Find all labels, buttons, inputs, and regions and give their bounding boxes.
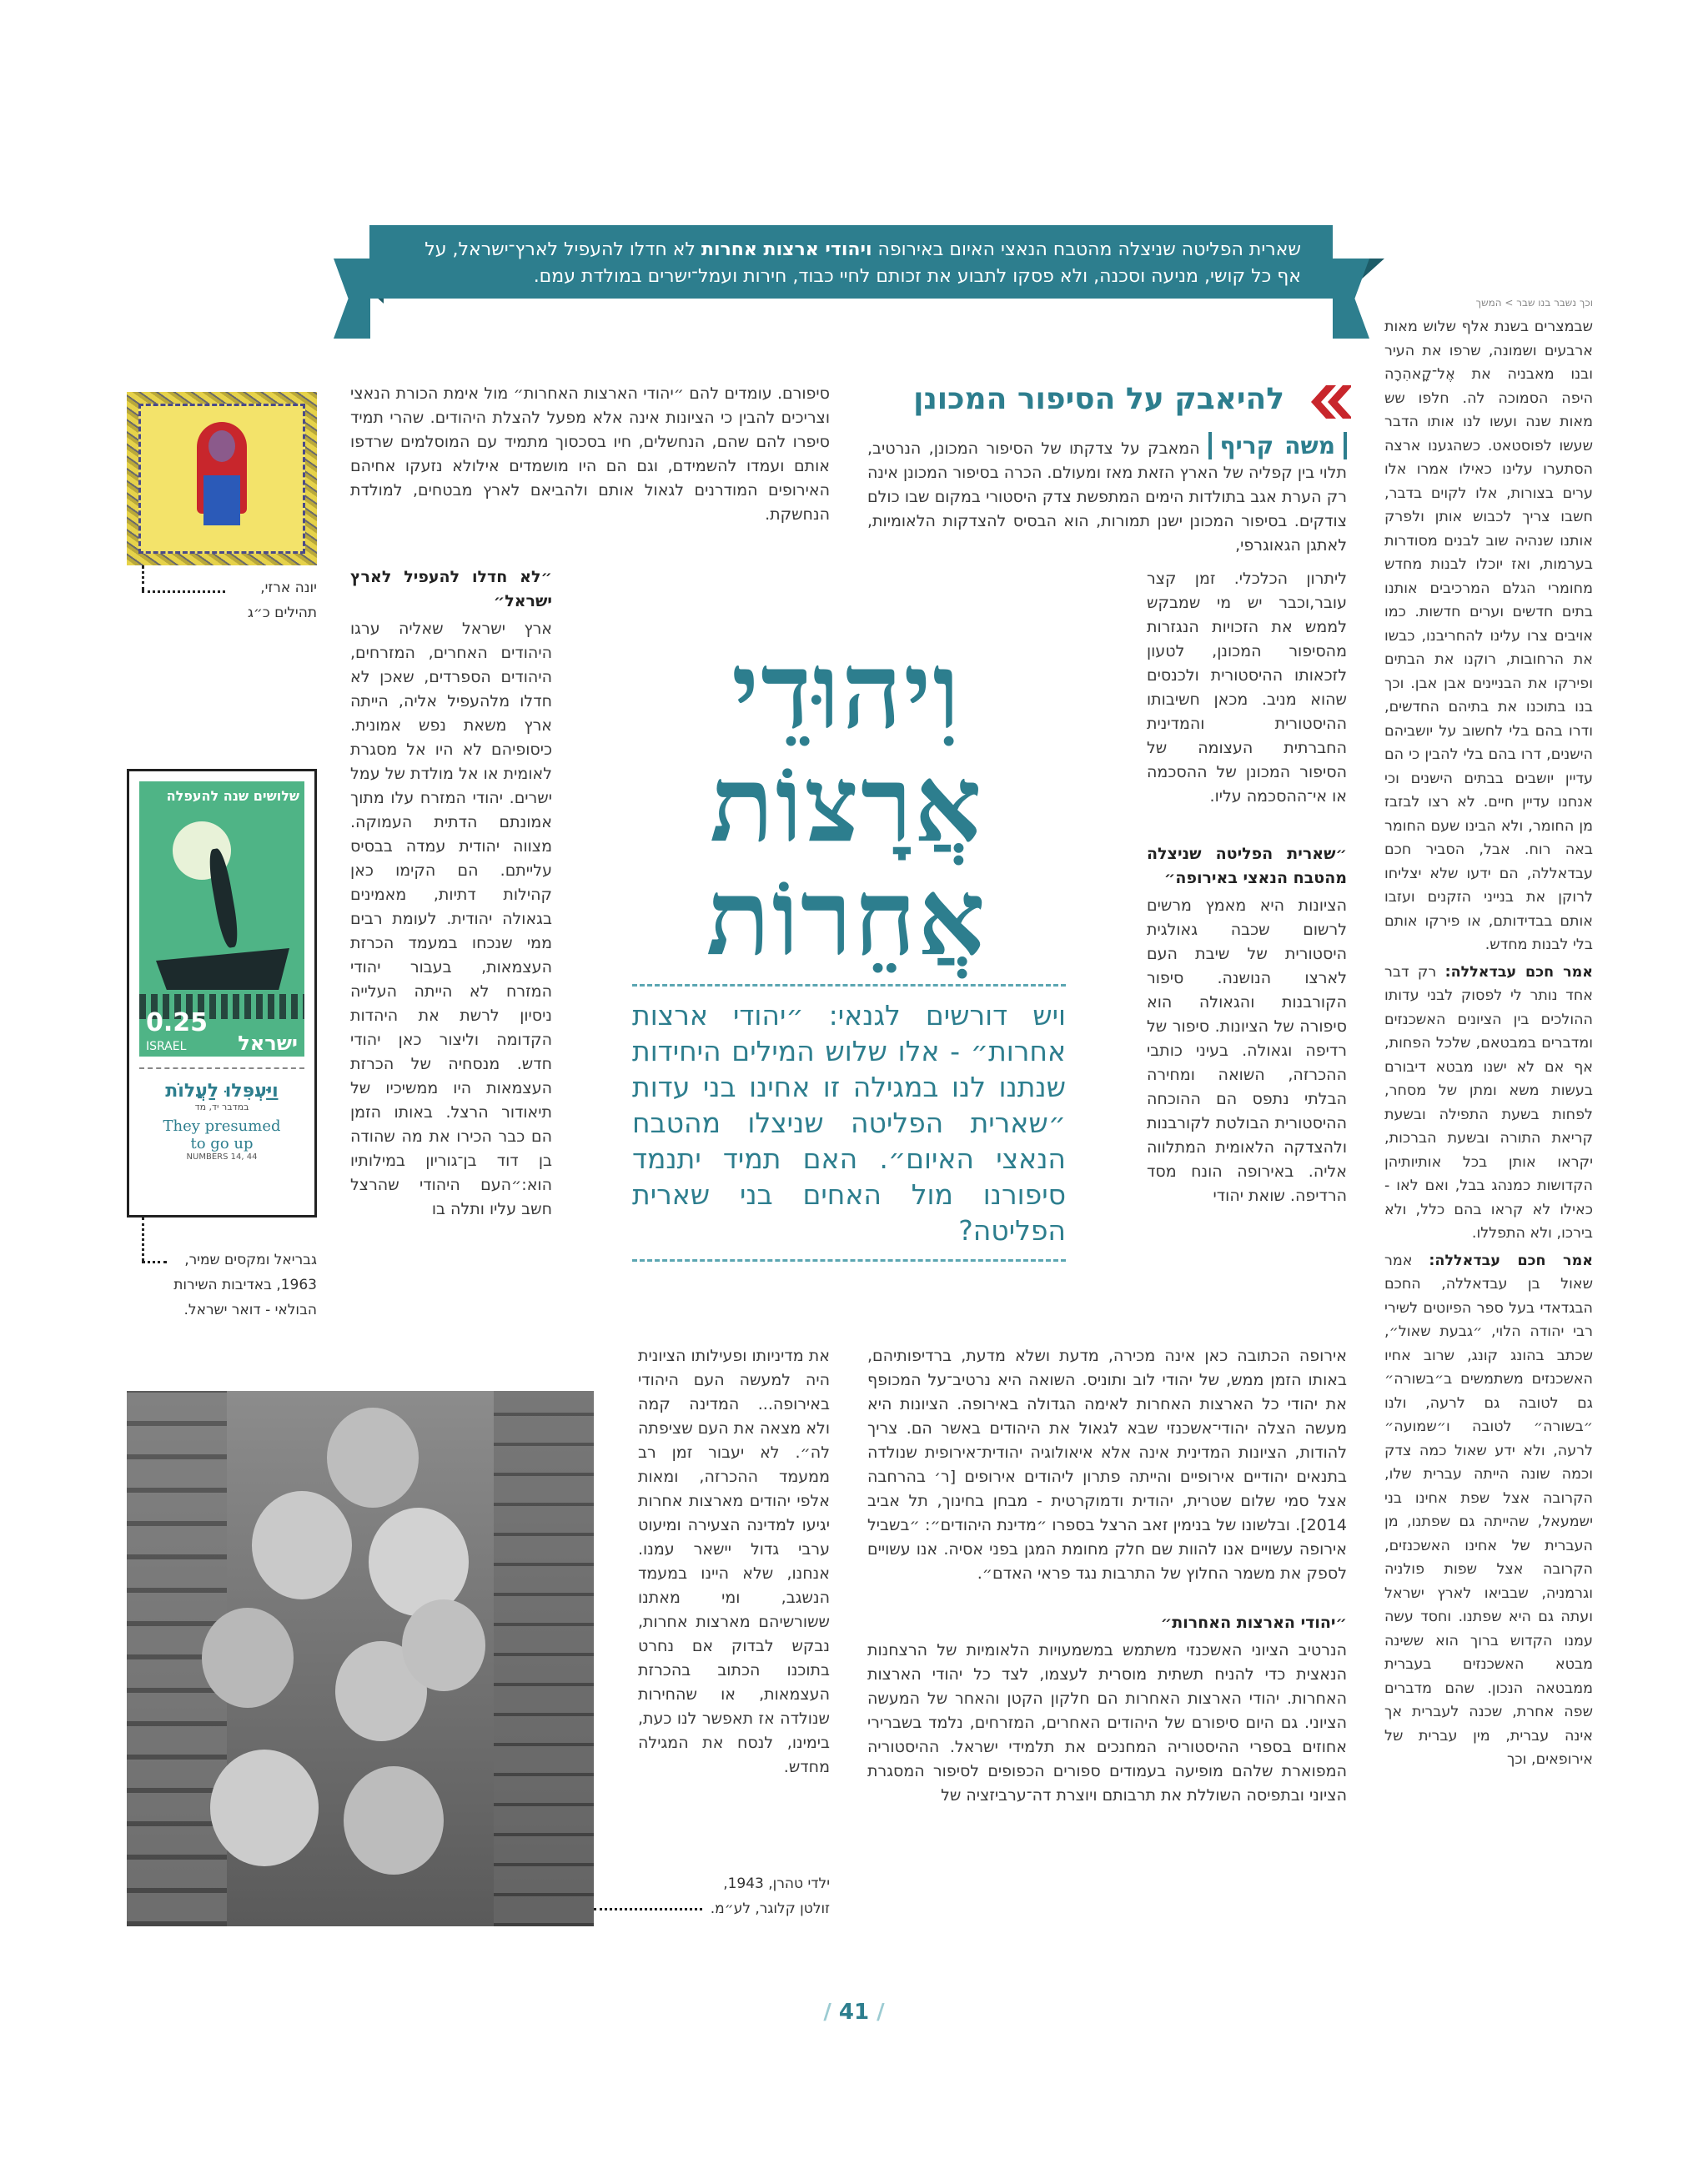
right-column: [1384, 315, 1593, 1775]
photo-caption: ילדי טהרן, 1943, זולטן קלוגר, לע״מ.: [710, 1875, 830, 1917]
slash-right: /: [869, 2000, 885, 2025]
stamp-caption-rule: [142, 1261, 167, 1263]
photo-wagon-panel: [494, 1391, 594, 1926]
stamp-top-text: שלושים שנה להעפלה: [166, 788, 299, 804]
painting-image: [127, 392, 317, 565]
page-title: וִיהוּדֵי אֲרָצוֹת אֲחֵרוֹת: [706, 629, 987, 979]
photo-child-1: [327, 1408, 419, 1508]
stamp-tab-en-3: NUMBERS 14, 44: [186, 1152, 258, 1162]
photo-child-4: [202, 1608, 294, 1708]
stamp-tab-he: וַיַּעְפִּלוּ לַעֲלוֹת: [165, 1081, 279, 1102]
left-top-paragraph: סיפורם. עומדים להם ״יהודי הארצות האחרות״ מול אימת הכורת הנאצי וצריכים להבין כי הציונות אינה אלא מפעל להצלת היהודים. שהרי תמיד סיפרו להם שהם, הנחשלים, חיו בסכסוך מתמיד עם המוסלמים שרדפו אותם ועמדו להשמידם, וגם הם היו מושמדים אילולא נזעקו אחיהם האירופים המודרנים לגאול אותם ולהביאם לארץ מבטחים, למולדת הנחשקת.: [350, 384, 830, 524]
middle-column-para-2: הציונות היא מאמץ מרשים לרשום שכבה גאולגית היסטורית של שיבת העם לארצו הנושנה. סיפור הקורבנות והגאולה הוא סיפורה של הציונות. סיפור של רדיפה וגאולה. בעיני כותבי ההכרזה, השואה ומחירה הבלתי נתפס הם ההוכחה ההיסטורית הבולטת לקורבנות ולהצדקה הלאומית המתלווה אליה. באירופה הונח מסד הרדיפה. שואת יהודי: [1147, 896, 1347, 1205]
middle-full-para-1: אירופה הכתובה כאן אינה מכירה, מדעת ושלא מדעת, ברדיפותיהם, באותו הזמן ממש, של יהודי לוב ותוניס. השואה היא נרטיב־על המכופף את יהודי כל הארצות האחרות לאימה הגדולה באירופה. הציונות היא מעשה הצלה יהודי־אשכנזי שבא לגאול את היהודים באשר הם. צריך להודות, הציונות המדינית אינה אלא איאולוגיה יהודית־אירופית שנולדה בתנאים יהודיים אירופיים והייתה פתרון ליהודים אירופים [ר׳ בהרחבה אצל סמי שלום שטרית, יהודית ודמוקרטית - מבחן בחינוך, תל אביב 2014]. ובלשונו של בנימין זאב הרצל בספרו ״מדינת היהודים״: ״בשביל אירופה עשויים אנו להוות שם חלק מחומת המגן בפני אסיה. אנו עשויים לספק את משמר החלוץ של התרבות נגד פראי האדם״.: [867, 1347, 1347, 1583]
photo-child-7: [344, 1766, 444, 1875]
left-column-subhead: ״לא חדלו להעפיל לארץ ישראל״: [350, 568, 552, 610]
stamp-tab-en-1: They presumed: [163, 1117, 281, 1135]
stamp-caption: גבריאל ומקסים שמיר, 1963, באדיבות השירות הבולאי - דואר ישראל.: [173, 1252, 317, 1318]
left-column-para: ארץ ישראל שאליה ערגו היהודים האחרים, המזרחים, היהודים הספרדים, שאכן לא חדלו מלהעפיל אליה, הייתה ארץ משאת נפש אמונית. כיסופיהם לא היו אל מסגרת לאומית או אל מולדת של עמל ישרים. יהודי המזרח עלו מתוך אמונתם הדתית העמוקה. מצווה יהודית עמדה בבסיס עלייתם. הם הקימו כאן קהילות דתיות, מאמינים בגאולה יהודית. לעומת רבים ממי שנכחו במעמד הכרזת העצמאות, בעבור יהודי המזרח לא הייתה העלייה ניסיון לרשת את היהדות הקדומה וליצור כאן יהודי חדש. מנסחיה של הכרזת העצמאות היו ממשיכיו של תיאודור הרצל. באותו הזמן הם כבר הכירו את מה שהודה בן דוד בן־גוריון במילותיו הוא:״העם היהודי שהרצל חשב עליו ותלה בו: [350, 620, 552, 1218]
pull-quote-top-rule: [632, 984, 1066, 987]
photo-child-8: [402, 1599, 485, 1691]
stamp-caption-connector: [142, 1218, 144, 1261]
slash-left: /: [823, 2000, 839, 2025]
middle-column-para-1: ליתרון הכלכלי. זמן קצר עובר,וכבר יש מי שמבקש לממש את הזכויות הנגזרות מהסיפור המכונן, לטעון לזכאותו ההיסטורית ולכנסים שהוא מניב. מכאן חשיבותו ההיסטורית והמדינית החברתית העצומה של הסיפור המכונן של ההסכמה או אי־ההסכמה עליו.: [1147, 570, 1347, 806]
middle-column: [1147, 567, 1347, 1212]
middle-full-para-2: הנרטיב הציוני האשכנזי משתמש במשמעויות הלאומיות של הרצחנות הנאצית כדי להניח תשתית מוסרית לעצמו, לצד כל יהודי הארצות האחרות. יהודי הארצות האחרות הם חלקון הקטן והאחר של המעשה הציוני. גם היום סיפורם של היהודים האחרים, המזרחים, נלמד בשברירי אחוזים בספרי ההיסטוריה המחנכים את תלמידי ישראל. ההיסטוריה המפוארת שלהם מופיעה בעמודים ספורים הכפופים לסיפור המסגרת הציוני ובתפיסה השוללת את תרבותם ויוצרת דה־ערביזציה של: [867, 1641, 1347, 1805]
pull-quote-bottom-rule: [632, 1259, 1066, 1262]
stamp-smoke: [206, 847, 242, 949]
stamp-country-he: ישראל: [238, 1032, 298, 1055]
banner-text: [392, 237, 1301, 290]
banner-line1-a: שארית הפליטה שניצלה מהטבח הנאצי האיום באירופה: [872, 239, 1301, 260]
left-bottom-paragraph: את מדיניותו ופעילותו הציונית היה למעשה העם היהודי באירופה... המדינה קמה ולא מצאה את העם שציפתה לה״. לא יעבור זמן רב ממעמד ההכרזה, ומאות אלפי יהודים מארצות אחרות יגיעו למדינה הצעירה ומיעוט ערבי גדול יישאר עמנו. אנחנו, שלא היינו במעמד הנשגב, ומי מאתנו ששורשיהם מארצות אחרות, נבקש לבדוק אם נחרט בתוכנו הכתוב בהכרזת העצמאות, או שהחירות שנולדה אז תאפשר לנו כעת, בימינו, לנסח את המגילה מחדש.: [638, 1347, 830, 1776]
stamp-tab-ref: במדבר יד, מד: [194, 1102, 249, 1112]
right-column-para-1: שבמצרים בשנת אלף שלוש מאות ארבעים ושמונה, שרפו את העיר ובנו מאבניה את אֶל־קָאהִרָה היפה הסמוכה לה. חלפו שש מאות שנה ועשו לנו אותו הדבר שעשו לפוסטאט. כשהגענו ארצה הסתערו עלינו כאילו אמרו אלו ערים בצורות, אלו לקוים בדבר, חשבו צריך לכבוש אותן ולפרק אותנו שנהיה שוב לבנים מסודרות בערמות, ואז יוכלו לבנות מחדש מחומרי הגלם המרכיבים אותנו בתים חדשים וערים חדשות. כמו אויבים צרו עלינו להחריבנו, כבשו את הרחובות, רוקנו את הבתים ופירקו את הבניינים אבן אבן. וכך בנו בתוכנו את בתיהם החדשים, ודרו בהם בלי לחשוב על יושביהם הישנים, דרו בהם בלי להבין כי הם עדיין יושבים בבתים הישנים וכי אנחנו עדיין חיים. לא רצו לבזבז מן החומר, ולא הבינו שעם החומר באה רוח. אבל, הסביר חכם עבדאללה, הם ידעו שלא יצליחו לרוקן את בנייני הזקנים ועזבו אותם בבדידותם, או פירקו אותם בלי לבנות מחדש.: [1384, 319, 1593, 953]
banner-line2: אף כל קושי, מניעה וסכנה, ולא פסקו לתבוע את זכותם לחיי כבוד, חירות ועמל־ישרים במולדת עמם.: [533, 266, 1301, 287]
painting-face: [208, 430, 235, 462]
left-column: [350, 565, 552, 1225]
painting-caption-connector: [142, 565, 144, 590]
photo-caption-rule: [594, 1908, 702, 1910]
middle-full-subhead: ״יהודי הארצות האחרות״: [1160, 1614, 1347, 1632]
painting-robe: [203, 475, 240, 525]
middle-column-subhead: ״שארית הפליטה שניצלה מהטבח הנאצי באירופה״: [1147, 845, 1347, 887]
stamp-country-en: ISRAEL: [146, 1040, 187, 1053]
section-title: להיאבק על הסיפור המכונן: [913, 382, 1284, 416]
author-name: משה קריף: [1208, 432, 1347, 459]
children-photo: [127, 1391, 594, 1926]
stamp-body: [139, 781, 304, 1057]
banner-line1-bold: ויהודי ארצות אחרות: [701, 239, 872, 260]
photo-child-6: [210, 1750, 319, 1866]
pull-quote: ויש דורשים לגנאי: ״יהודי ארצות אחרות״ - אלו שלוש המילים היחידות שנתנו לנו במגילה זו אחינו בני עדות ״שארית הפליטה שניצלו מהטבח הנאצי האיום״. האם תמיד יתנמד סיפורנו מול האחים בני שארית הפליטה?: [632, 999, 1066, 1247]
stamp-image: [127, 769, 317, 1218]
photo-child-3: [369, 1508, 469, 1616]
stamp-tab-en-2: to go up: [190, 1135, 254, 1152]
photo-child-2: [252, 1491, 352, 1599]
intro-paragraph: משה קריףהמאבק על צדקתו של הסיפור המכונן, הנרטיב, תלוי בין קפליה של הארץ הזאת מאז ומעולם. הכרה בסיפור המכונן אינה רק הערת אגב בתולדות הימים המתפשת צדק היסטורי במקום שבו כולם צודקים. בסיפור המכונן ישנן תמורות, הוא הבסיס להצדקות הלאומיות, לאתגן הגאוגרפי,: [867, 432, 1347, 555]
chevron-left-icon: [1301, 385, 1351, 419]
stamp-tab: [139, 1067, 304, 1202]
banner-line1-b: לא חדלו להעפיל לארץ־ישראל, על: [424, 239, 701, 260]
painting-caption: יונה ארזי, תהילים כ״ג: [247, 580, 317, 621]
stamp-ship: [156, 948, 289, 990]
right-column-para-2: אמר חכם עבדאללה: רק דבר אחד נותר לי לפסוק לבני עדותו ההולכים בין הציונים האשכנזים ומדברים במבטאם, שלכל הפחות, אף אם לא ישנו מבטא דיבורם בעשות משא ומתן של מסחר, לפחות בשעת התפילה ובשעת קריאת התורה ובשעת הברכות, יקראו אותן בכל אותיותיהן הקדושות כמנהג בבל, ואם לאו - כאילו לא קראו בהם כלל, ולא בירכו, ולא התפללו.: [1384, 963, 1594, 1242]
page-number: / 41 /: [823, 2000, 885, 2025]
continued-note: וכך נשבר בנו שבר > המשך: [1475, 297, 1593, 309]
middle-full-column: [867, 1344, 1347, 1811]
right-column-para-3: אמר חכם עבדאללה: אמר שאול בן עבדאללה, החכם הבגדאדי בעל ספר הפיוטים לשירי רבי יהודה הלוי, ״גבעת שאול״, שכתב בהונג קונג, שרוב אחיו האשכנזים משתמשים ב״בשורה״ גם לטובה גם לרעה, ולנו ״בשורה״ לטובה ו״שמועה״ לרעה, ולא ידע שאול כמה צדק וכמה שונה הייתה עברית שלו, הקרובה אצל שפת אחינו בני ישמעאל, שהייתה גם שפתנו, מן העברית של אחינו האשכנזים, הקרובה אצל שפות פולניה וגרמניה, שבביאו לארץ ישראל ועתה גם היא שפתנו. וחסד עשה עמנו הקדוש ברוך הוא ששינה מבטא האשכנזים בעברית ממבטאה הנכון. שהם מדברים שפה אחרת, שכנה לעברית אך אינה עברית, מין עברית של אירופאים, וכך: [1384, 1252, 1593, 1768]
stamp-value: 0.25: [146, 1008, 208, 1037]
